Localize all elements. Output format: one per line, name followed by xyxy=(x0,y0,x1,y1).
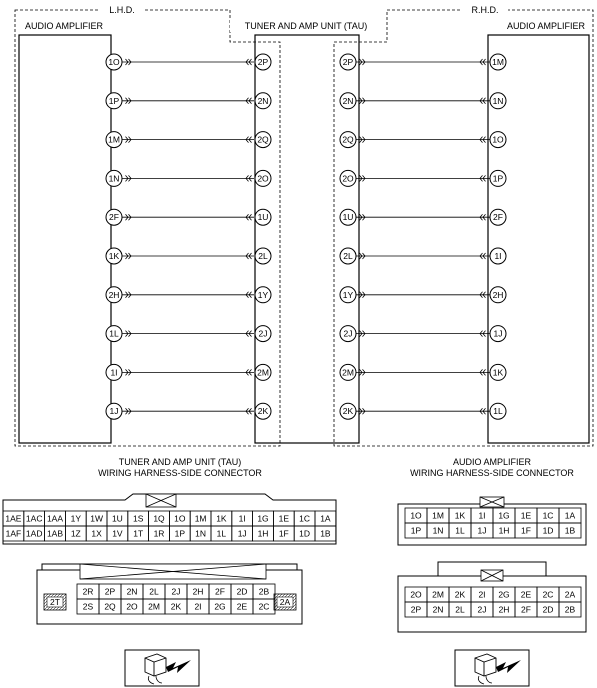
amp-connector-2-pins xyxy=(405,587,581,617)
rhd-amp-terminal xyxy=(490,326,506,342)
tau-connector-1-pin-label: 1W xyxy=(90,513,103,524)
tau-connector-1-pin xyxy=(128,526,149,541)
rhd-tau-terminal-label: 1Y xyxy=(342,289,354,300)
rhd-amp-terminal-label: 2H xyxy=(492,289,504,300)
amp-connector-2-pin xyxy=(449,602,471,617)
tau-connector-1-pin-label: 1M xyxy=(194,513,207,524)
amp-connector-2-pin-label: 2C xyxy=(542,589,554,600)
tau-connector-2-pin-label: 2Q xyxy=(104,601,116,612)
rhd-tau-terminal xyxy=(340,248,356,264)
tau-connector-1-pin xyxy=(273,526,294,541)
amp-connector-1-pin-label: 1N xyxy=(432,525,444,536)
amp-connector-1-pin-label: 1B xyxy=(564,525,576,536)
rhd-tau-terminal xyxy=(340,209,356,225)
amp-connector-1-pin xyxy=(537,523,559,538)
lhd-tau-terminal-label: 1Y xyxy=(257,289,269,300)
tau-connector-1-pin xyxy=(294,511,315,526)
rhd-tau-terminal-label: 2K xyxy=(342,406,354,417)
lhd-tau-terminal-label: 2K xyxy=(257,406,269,417)
tau-connector-1-pins xyxy=(3,511,336,541)
lhd-tau-terminal xyxy=(255,93,271,109)
amp-connector-1-pin-label: 1G xyxy=(498,510,510,521)
amp-connector-1-outline xyxy=(398,504,586,545)
tau-connector-2-pin-label: 2F xyxy=(215,586,225,597)
amp-connector-plug-icon xyxy=(455,650,529,686)
rhd-tau-terminal-label: 1U xyxy=(342,212,354,223)
amp-connector-2-pin-label: 2M xyxy=(432,589,444,600)
tau-connector-1-pin xyxy=(169,526,190,541)
rhd-tau-terminal xyxy=(340,364,356,380)
rhd-tau-terminal-label: 2L xyxy=(343,251,353,261)
tau-connector-2-pin-label: 2K xyxy=(170,601,182,612)
tau-connector-2-pin xyxy=(121,599,143,614)
tau-connector-1-pin xyxy=(45,526,66,541)
rhd-amp-terminal-label: 1N xyxy=(492,95,504,106)
lhd-tau-terminal xyxy=(255,403,271,419)
tau-connector-1-pin xyxy=(65,526,86,541)
lhd-tau-terminal xyxy=(255,326,271,342)
rhd-amp-terminal xyxy=(490,93,506,109)
amp-connector-2-pin-label: 2B xyxy=(564,604,576,615)
amp-connector-1-pin-label: 1I xyxy=(478,510,486,521)
amp-connector-2-pin-label: 2G xyxy=(498,589,510,600)
tau-connector-2-pin-label: 2B xyxy=(258,586,270,597)
amp-connector-1-pin-label: 1A xyxy=(564,510,576,521)
lhd-dashed-region xyxy=(15,10,280,446)
tau-connector-1-pin-label: 1C xyxy=(299,513,311,524)
rhd-amp-terminal-label: 1I xyxy=(494,251,502,261)
amp-connector-2-pin-label: 2N xyxy=(432,604,444,615)
lhd-amp-terminal xyxy=(106,248,122,264)
lhd-tau-terminal xyxy=(255,364,271,380)
tau-connector-1-pin-label: 1N xyxy=(195,528,207,539)
lhd-tau-terminal-label: 2O xyxy=(257,173,269,184)
tau-connector-title-line2: WIRING HARNESS-SIDE CONNECTOR xyxy=(98,468,262,478)
tau-connector-1-pin xyxy=(65,511,86,526)
tau-connector-1-pin-label: 1AC xyxy=(25,513,43,524)
amp-connector-2-pin xyxy=(471,602,493,617)
amp-connector-2-pin xyxy=(493,587,515,602)
tau-connector-1-latch xyxy=(146,494,176,507)
rhd-amp-terminal-label: 2F xyxy=(493,212,503,223)
amp-connector-1-pin xyxy=(405,508,427,523)
lhd-tau-terminal xyxy=(255,54,271,70)
lhd-amp-terminal-label: 2F xyxy=(109,212,119,223)
lhd-tau-terminal-label: 2Q xyxy=(257,134,269,145)
tau-connector-1-pin-label: 1S xyxy=(132,513,144,524)
lhd-amp-terminal-label: 2H xyxy=(108,289,120,300)
tau-connector-1-pin xyxy=(86,511,107,526)
lhd-tau-terminal-label: 2P xyxy=(257,57,269,67)
tau-connector-plug-icon xyxy=(125,650,199,686)
tau-connector-1-pin xyxy=(3,511,24,526)
rhd-amp-terminal xyxy=(490,403,506,419)
tau-connector-1-pin xyxy=(107,511,128,526)
tau-connector-1-pin-label: 1B xyxy=(320,528,331,539)
lhd-amp-terminal-label: 1M xyxy=(108,134,120,145)
lhd-amp-terminal-label: 1K xyxy=(108,251,120,261)
rhd-tau-terminal xyxy=(340,403,356,419)
rhd-amp-terminal xyxy=(490,209,506,225)
amp-connector-1-pin xyxy=(471,508,493,523)
tau-connector-1-pin xyxy=(232,526,253,541)
tau-connector-2-pins xyxy=(44,584,296,614)
tau-connector-1-pin xyxy=(315,511,336,526)
amp-connector-2-pin xyxy=(559,602,581,617)
tau-connector-1-pin xyxy=(273,511,294,526)
amp-connector-1-pin-label: 1F xyxy=(521,525,531,536)
amp-connector-2-pin xyxy=(427,587,449,602)
tau-connector-2-pin xyxy=(99,584,121,599)
amp-connector-1-pin xyxy=(405,523,427,538)
amp-connector-1-pin-label: 1M xyxy=(432,510,444,521)
amp-connector-2-pin xyxy=(427,602,449,617)
rhd-amp-terminal-label: 1L xyxy=(493,406,503,417)
lhd-amp-terminal-label: 1P xyxy=(108,95,120,106)
tau-connector-2-pin-label: 2C xyxy=(258,601,270,612)
tau-connector-1-pin-label: 1A xyxy=(320,513,331,524)
tau-connector-1-pin-label: 1P xyxy=(174,528,186,539)
tau-connector-2-pin xyxy=(231,599,253,614)
tau-connector-1-pin-label: 1U xyxy=(111,513,123,524)
tau-connector-2-pin xyxy=(187,599,209,614)
tau-connector-1-pin xyxy=(232,511,253,526)
rhd-dashed-region xyxy=(334,10,593,446)
lhd-tau-terminal-label: 2N xyxy=(257,95,269,106)
amp-connector-2-pin-label: 2H xyxy=(498,604,510,615)
tau-connector-1-pin-label: 1J xyxy=(237,528,247,539)
tau-connector-1-pin-label: 1AD xyxy=(25,528,43,539)
tau-connector-2-pin-label: 2P xyxy=(104,586,116,597)
amp-connector-1-pin-label: 1P xyxy=(410,525,422,536)
tau-connector-2-pin xyxy=(121,584,143,599)
lhd-amp-terminal xyxy=(106,209,122,225)
tau-connector-2-right-tab xyxy=(274,594,296,610)
amp-connector-2-pin-label: 2O xyxy=(410,589,422,600)
rhd-tau-terminal xyxy=(340,326,356,342)
tau-connector-2-pin-label: 2D xyxy=(236,586,248,597)
tau-connector-2-pin xyxy=(209,599,231,614)
amp-connector-2-pin-label: 2E xyxy=(520,589,532,600)
tau-connector-2-pin xyxy=(253,584,275,599)
lhd-amp-terminal-label: 1J xyxy=(109,406,119,417)
tau-connector-1-pin xyxy=(3,526,24,541)
tau-connector-1-pin xyxy=(211,526,232,541)
amp-connector-2-pin xyxy=(493,602,515,617)
rhd-label: R.H.D. xyxy=(471,5,499,15)
lhd-amp-terminal xyxy=(106,54,122,70)
lhd-amp-terminal xyxy=(106,364,122,380)
amp-connector-1-pin-label: 1O xyxy=(410,510,422,521)
tau-connector-2-pin-label: 2H xyxy=(192,586,204,597)
lhd-amp-terminal xyxy=(106,170,122,186)
amp-connector-1-pin-label: 1C xyxy=(542,510,554,521)
rhd-tau-terminal-label: 2N xyxy=(342,95,354,106)
tau-connector-1-pin-label: 1D xyxy=(299,528,311,539)
tau-connector-1-pin-label: 1L xyxy=(216,528,227,539)
tau-connector-1-pin xyxy=(211,511,232,526)
amp-connector-2-pin xyxy=(405,587,427,602)
amp-connector-2-pin-label: 2J xyxy=(477,604,487,615)
lhd-tau-terminal-label: 2M xyxy=(257,367,269,378)
rhd-tau-terminal xyxy=(340,170,356,186)
lhd-amp-terminal-label: 1L xyxy=(109,328,119,339)
amp-connector-2-pin xyxy=(537,602,559,617)
tau-connector-2-pin xyxy=(99,599,121,614)
amp-connector-2-pin xyxy=(471,587,493,602)
tau-connector-2-pin-label: 2O xyxy=(126,601,138,612)
rhd-amp-terminal-label: 1M xyxy=(492,57,504,67)
lhd-tau-terminal xyxy=(255,132,271,148)
lhd-amp-terminal-label: 1O xyxy=(108,57,120,67)
amp-connector-2-pin xyxy=(405,602,427,617)
rhd-amp-terminal-label: 1K xyxy=(492,367,504,378)
tau-connector-1-pin-label: 1Y xyxy=(70,513,82,524)
amp-connector-1-pin xyxy=(515,523,537,538)
lhd-tau-terminal xyxy=(255,209,271,225)
tau-connector-1-pin-label: 1H xyxy=(257,528,269,539)
amp-connector-1-pin-label: 1H xyxy=(498,525,510,536)
rhd-amp-terminal xyxy=(490,364,506,380)
lhd-label: L.H.D. xyxy=(109,5,135,15)
audio-amplifier-right-title: AUDIO AMPLIFIER xyxy=(506,21,585,31)
amp-connector-1-pin xyxy=(515,508,537,523)
amp-connector-1-pin xyxy=(559,508,581,523)
tau-connector-2-pin xyxy=(209,584,231,599)
tau-connector-2-pin-label: 2G xyxy=(214,601,226,612)
tau-connector-2-pin-label: 2R xyxy=(82,586,94,597)
rhd-tau-terminal-label: 2P xyxy=(342,57,354,67)
lhd-tau-terminal-label: 1U xyxy=(257,212,269,223)
tau-connector-1-pin-label: 1E xyxy=(278,513,290,524)
rhd-tau-terminal-label: 2O xyxy=(342,173,354,184)
amp-connector-2-pin-label: 2F xyxy=(521,604,531,615)
rhd-amp-terminal xyxy=(490,170,506,186)
amp-connector-1-pin xyxy=(427,508,449,523)
tau-connector-1-pin-label: 1Z xyxy=(70,528,81,539)
audio-amplifier-left-title: AUDIO AMPLIFIER xyxy=(25,21,104,31)
lhd-tau-terminal xyxy=(255,248,271,264)
tau-connector-1-pin xyxy=(253,526,274,541)
amp-connector-1-pin-label: 1J xyxy=(477,525,487,536)
lhd-amp-terminal-label: 1N xyxy=(108,173,120,184)
lhd-tau-terminal xyxy=(255,287,271,303)
tau-connector-1-pin-label: 1K xyxy=(216,513,227,524)
tau-connector-2-pin xyxy=(253,599,275,614)
lhd-amp-terminal xyxy=(106,326,122,342)
tau-connector-1-pin-label: 1X xyxy=(91,528,102,539)
tau-connector-1-pin-label: 1Q xyxy=(153,513,165,524)
rhd-tau-terminal-label: 2Q xyxy=(342,134,354,145)
amp-connector-1-pin-label: 1D xyxy=(542,525,554,536)
tau-connector-1-pin xyxy=(190,511,211,526)
lhd-amp-terminal xyxy=(106,403,122,419)
rhd-amp-terminal-label: 1J xyxy=(493,328,503,339)
tau-connector-2-left-tab-label: 2T xyxy=(50,597,60,607)
tau-connector-2-right-tab-label: 2A xyxy=(279,597,291,607)
tau-connector-1-pin xyxy=(86,526,107,541)
tau-connector-1-pin-label: 1O xyxy=(174,513,186,524)
amp-connector-1-pin-label: 1E xyxy=(520,510,532,521)
tau-connector-2-pin xyxy=(143,599,165,614)
tau-connector-1-pin-label: 1AB xyxy=(46,528,64,539)
tau-connector-2-pin xyxy=(143,584,165,599)
tau-connector-1-pin-label: 1G xyxy=(257,513,269,524)
tau-connector-1-pin xyxy=(149,526,170,541)
tau-connector-1-pin xyxy=(190,526,211,541)
amp-connector-2-pin-label: 2K xyxy=(454,589,466,600)
amp-connector-2-pin xyxy=(449,587,471,602)
tau-connector-1-pin-label: 1I xyxy=(238,513,246,524)
tau-connector-2-latch xyxy=(80,564,266,579)
amp-connector-2-pin-label: 2L xyxy=(455,604,465,615)
audio-amplifier-left-box xyxy=(19,35,111,443)
amp-connector-2-pin xyxy=(515,602,537,617)
lhd-amp-terminal xyxy=(106,132,122,148)
tau-connector-1-pin-label: 1AF xyxy=(5,528,22,539)
tau-connector-1-pin-label: 1T xyxy=(133,528,144,539)
tau-connector-1-pin xyxy=(315,526,336,541)
amp-connector-1-pin xyxy=(471,523,493,538)
amp-connector-1-pin xyxy=(493,523,515,538)
rhd-amp-terminal xyxy=(490,54,506,70)
tau-connector-2-pin-label: 2J xyxy=(171,586,181,597)
tau-connector-1-pin xyxy=(24,511,45,526)
tau-connector-title-line1: TUNER AND AMP UNIT (TAU) xyxy=(118,457,242,467)
amp-connector-1-pin-label: 1K xyxy=(454,510,466,521)
rhd-amp-terminal-label: 1P xyxy=(492,173,504,184)
tau-connector-2-left-tab xyxy=(44,594,66,610)
amp-connector-2-pin xyxy=(537,587,559,602)
tau-connector-1-pin xyxy=(128,511,149,526)
tau-connector-1-pin xyxy=(45,511,66,526)
tau-connector-1-pin-label: 1F xyxy=(278,528,289,539)
tau-connector-1-pin xyxy=(169,511,190,526)
tau-connector-2-pin xyxy=(165,584,187,599)
lhd-amp-terminal-label: 1I xyxy=(110,367,118,378)
amp-connector-2-pin-label: 2A xyxy=(564,589,576,600)
tau-connector-2-pin xyxy=(77,584,99,599)
tau-connector-1-pin xyxy=(294,526,315,541)
lhd-tau-terminal-label: 2J xyxy=(258,328,268,339)
tau-connector-2-pin-label: 2L xyxy=(149,586,159,597)
tau-connector-2-pin xyxy=(77,599,99,614)
tau-connector-1-pin xyxy=(253,511,274,526)
rhd-tau-terminal-label: 2J xyxy=(343,328,353,339)
tau-connector-2-pin-label: 2M xyxy=(148,601,160,612)
tau-connector-2-pin-label: 2E xyxy=(236,601,248,612)
amp-connector-title-line2: WIRING HARNESS-SIDE CONNECTOR xyxy=(410,468,574,478)
amp-connector-2-pin-label: 2D xyxy=(542,604,554,615)
rhd-tau-terminal xyxy=(340,287,356,303)
rhd-tau-terminal xyxy=(340,132,356,148)
tau-connector-1-pin xyxy=(24,526,45,541)
rhd-amp-terminal xyxy=(490,248,506,264)
lhd-tau-terminal-label: 2L xyxy=(258,251,268,261)
amp-connector-1-pin xyxy=(427,523,449,538)
tau-connector-2-pin xyxy=(165,599,187,614)
amp-connector-1-latch xyxy=(480,497,504,507)
amp-connector-1-pin xyxy=(449,523,471,538)
lhd-tau-terminal xyxy=(255,170,271,186)
amp-connector-2-pin xyxy=(515,587,537,602)
amp-connector-1-pin xyxy=(559,523,581,538)
wire-connections xyxy=(106,54,506,419)
tau-connector-1-pin xyxy=(149,511,170,526)
amp-connector-2-pin xyxy=(559,587,581,602)
amp-connector-2-pin-label: 2I xyxy=(478,589,486,600)
tau-connector-1-pin xyxy=(107,526,128,541)
rhd-tau-terminal xyxy=(340,54,356,70)
rhd-amp-terminal xyxy=(490,132,506,148)
lhd-amp-terminal xyxy=(106,93,122,109)
tau-title: TUNER AND AMP UNIT (TAU) xyxy=(244,21,368,31)
amp-connector-1-pin-label: 1L xyxy=(455,525,465,536)
amp-connector-1-pin xyxy=(449,508,471,523)
amp-connector-1-pin xyxy=(493,508,515,523)
tau-connector-2-pin-label: 2I xyxy=(194,601,202,612)
tau-connector-1-pin-label: 1AE xyxy=(5,513,22,524)
tau-connector-2-pin-label: 2N xyxy=(126,586,138,597)
tau-connector-2-pin xyxy=(231,584,253,599)
amp-connector-1-pin xyxy=(537,508,559,523)
rhd-tau-terminal-label: 2M xyxy=(342,367,354,378)
rhd-tau-terminal xyxy=(340,93,356,109)
tau-connector-2-pin xyxy=(187,584,209,599)
lhd-amp-terminal xyxy=(106,287,122,303)
rhd-amp-terminal-label: 1O xyxy=(492,134,504,145)
amp-connector-2-latch xyxy=(481,570,503,581)
tau-connector-1-pin-label: 1R xyxy=(153,528,165,539)
rhd-amp-terminal xyxy=(490,287,506,303)
amp-connector-title-line1: AUDIO AMPLIFIER xyxy=(452,457,532,467)
tau-connector-1-pin-label: 1V xyxy=(112,528,123,539)
tau-connector-1-pin-label: 1AA xyxy=(46,513,64,524)
amp-connector-2-pin-label: 2P xyxy=(410,604,422,615)
tau-connector-2-pin-label: 2S xyxy=(82,601,94,612)
amp-connector-1-pins xyxy=(405,508,581,538)
